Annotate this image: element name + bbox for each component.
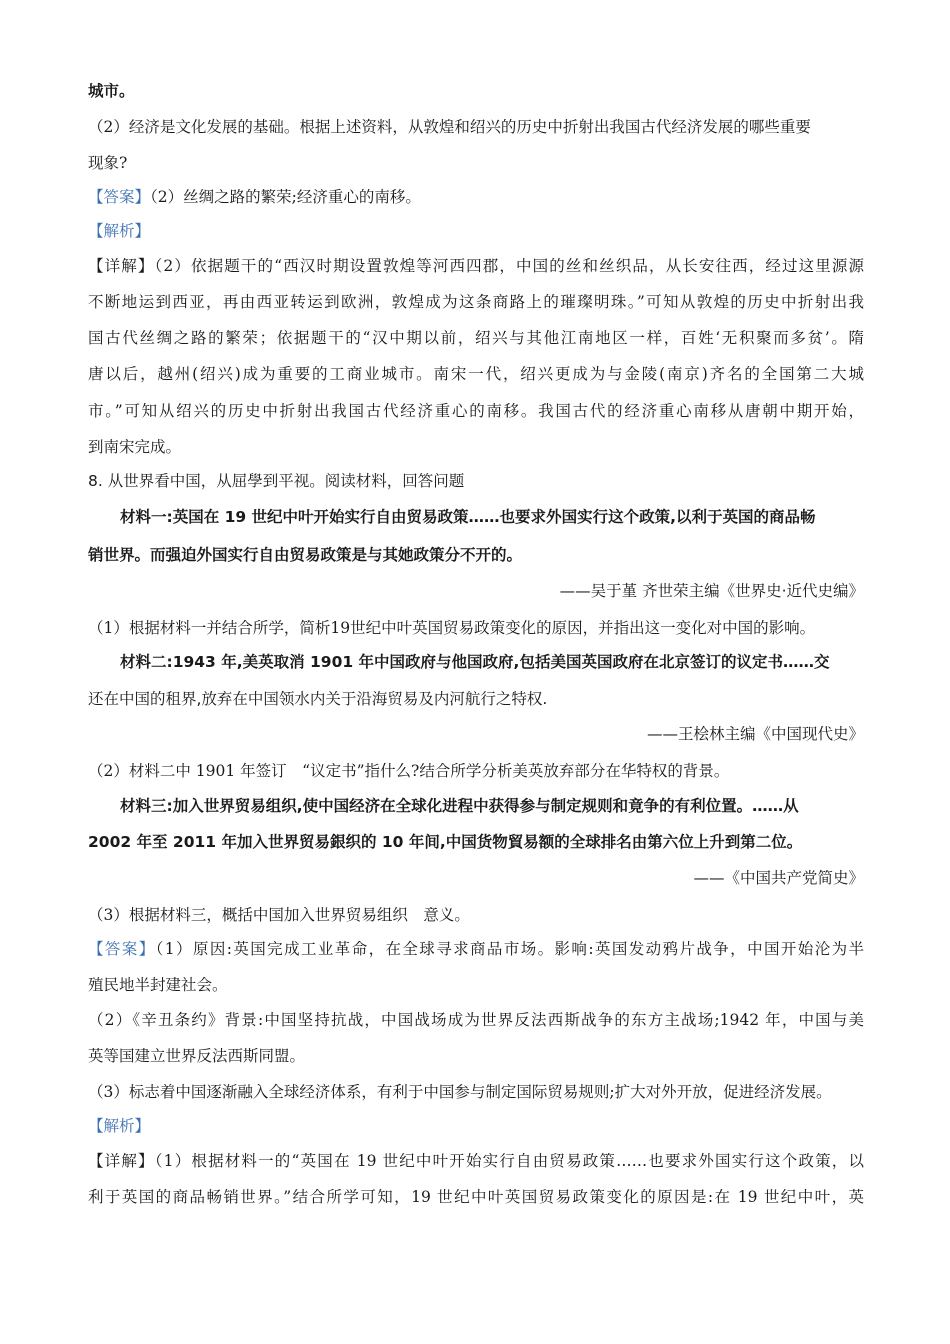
sub-question-2: （2）材料二中 1901 年签订 “议定书”指什么?结合所学分析美英放弃部分在华特权的背景。 [88, 762, 730, 780]
answer-text: （1）原因:英国完成工业革命，在全球寻求商品市场。影响:英国发动鸦片战争，中国开始沦为半 [155, 940, 864, 958]
material-1-source: ——吴于堇 齐世荣主编《世界史·近代史编》 [559, 582, 864, 600]
answer-line [88, 186, 864, 208]
answer-text: （2）丝绸之路的繁荣;经济重心的南移。 [150, 188, 421, 206]
detail-line: 国古代丝绸之路的繁荣；依据题干的“汉中期以前，绍兴与其他江南地区一样，百姓‘无积聚而多贫’。隋 [88, 329, 864, 347]
answer-tag: 【答案】 [88, 188, 151, 206]
material-1-line: 材料一:英国在 19 世纪中叶开始实行自由贸易政策……也要求外国实行这个政策,以利于英国的商品畅 [120, 508, 816, 526]
material-2-line: 还在中国的租界,放弃在中国领水内关于沿海贸易及内河航行之特权. [88, 690, 548, 708]
detail-line [88, 1150, 864, 1172]
answer-line [88, 938, 864, 960]
material-3-line: 2002 年至 2011 年加入世界贸易銀织的 10 年间,中国货物貿易额的全球排名由第六位上升到第二位。 [88, 833, 803, 851]
material-3-line: 材料三:加入世界贸易组织,使中国经济在全球化进程中获得参与制定规则和竟争的有利位置。……从 [120, 797, 799, 815]
sub-question-3: （3）根据材料三，概括中国加入世界贸易组织 意义。 [88, 906, 470, 924]
detail-line: 到南宋完成。 [88, 438, 182, 456]
material-2-line: 材料二:1943 年,美英取消 1901 年中国政府与他国政府,包括美国英国政府在北京签订的议定书……交 [120, 653, 830, 671]
detail-line: 利于英国的商品畅销世界。”结合所学可知，19 世纪中叶英国贸易政策变化的原因是:在 19 世纪中叶，英 [88, 1188, 864, 1206]
question-line: 现象? [88, 154, 128, 172]
detail-tag: 【详解】 [88, 1152, 155, 1170]
detail-line: 市。”可知从绍兴的历史中折射出我国古代经济重心的南移。我国古代的经济重心南移从唐朝中期开始， [88, 402, 864, 420]
detail-line: 唐以后，越州(绍兴)成为重要的工商业城市。南宋一代，绍兴更成为与金陵(南京)齐名的全国第二大城 [88, 365, 864, 383]
detail-tag: 【详解】 [88, 257, 155, 275]
material-2-source: ——王桧林主编《中国现代史》 [646, 725, 864, 743]
question-8-title: 8. 从世界看中国，从屈學到平视。阅读材料，回答问题 [88, 472, 465, 490]
detail-text: （1）根据材料一的“英国在 19 世纪中叶开始实行自由贸易政策……也要求外国实行这个政策，以 [154, 1152, 864, 1170]
answer-tag: 【答案】 [88, 940, 156, 958]
answer-line: 英等国建立世界反法西斯同盟。 [88, 1047, 306, 1065]
material-1-line: 销世界。而强迫外国实行自由贸易政策是与其她政策分不开的。 [88, 546, 523, 564]
analysis-tag: 【解析】 [88, 222, 151, 240]
answer-line: （2）《辛丑条约》背景:中国坚持抗战，中国战场成为世界反法西斯战争的东方主战场;1942 年，中国与美 [88, 1011, 864, 1029]
material-3-source: ——《中国共产党简史》 [693, 869, 864, 887]
question-line: （2）经济是文化发展的基础。根据上述资料，从敦煌和绍兴的历史中折射出我国古代经济发展的哪些重要 [88, 118, 811, 136]
answer-line: 殖民地半封建社会。 [88, 976, 228, 994]
analysis-tag: 【解析】 [88, 1117, 151, 1135]
detail-line [88, 255, 864, 277]
paragraph-line: 城市。 [88, 82, 135, 100]
detail-line: 不断地运到西亚，再由西亚转运到欧洲，敦煌成为这条商路上的璀璨明珠。”可知从敦煌的历史中折射出我 [88, 293, 864, 311]
detail-text: （2）依据题干的“西汉时期设置敦煌等河西四郡，中国的丝和丝织品，从长安往西，经过这里源源 [154, 257, 864, 275]
sub-question-1: （1）根据材料一并结合所学，简析19世纪中叶英国贸易政策变化的原因，并指出这一变化对中国的影响。 [88, 619, 816, 637]
answer-line: （3）标志着中国逐渐融入全球经济体系，有利于中国参与制定国际贸易规则;扩大对外开放，促进经济发展。 [88, 1083, 832, 1101]
